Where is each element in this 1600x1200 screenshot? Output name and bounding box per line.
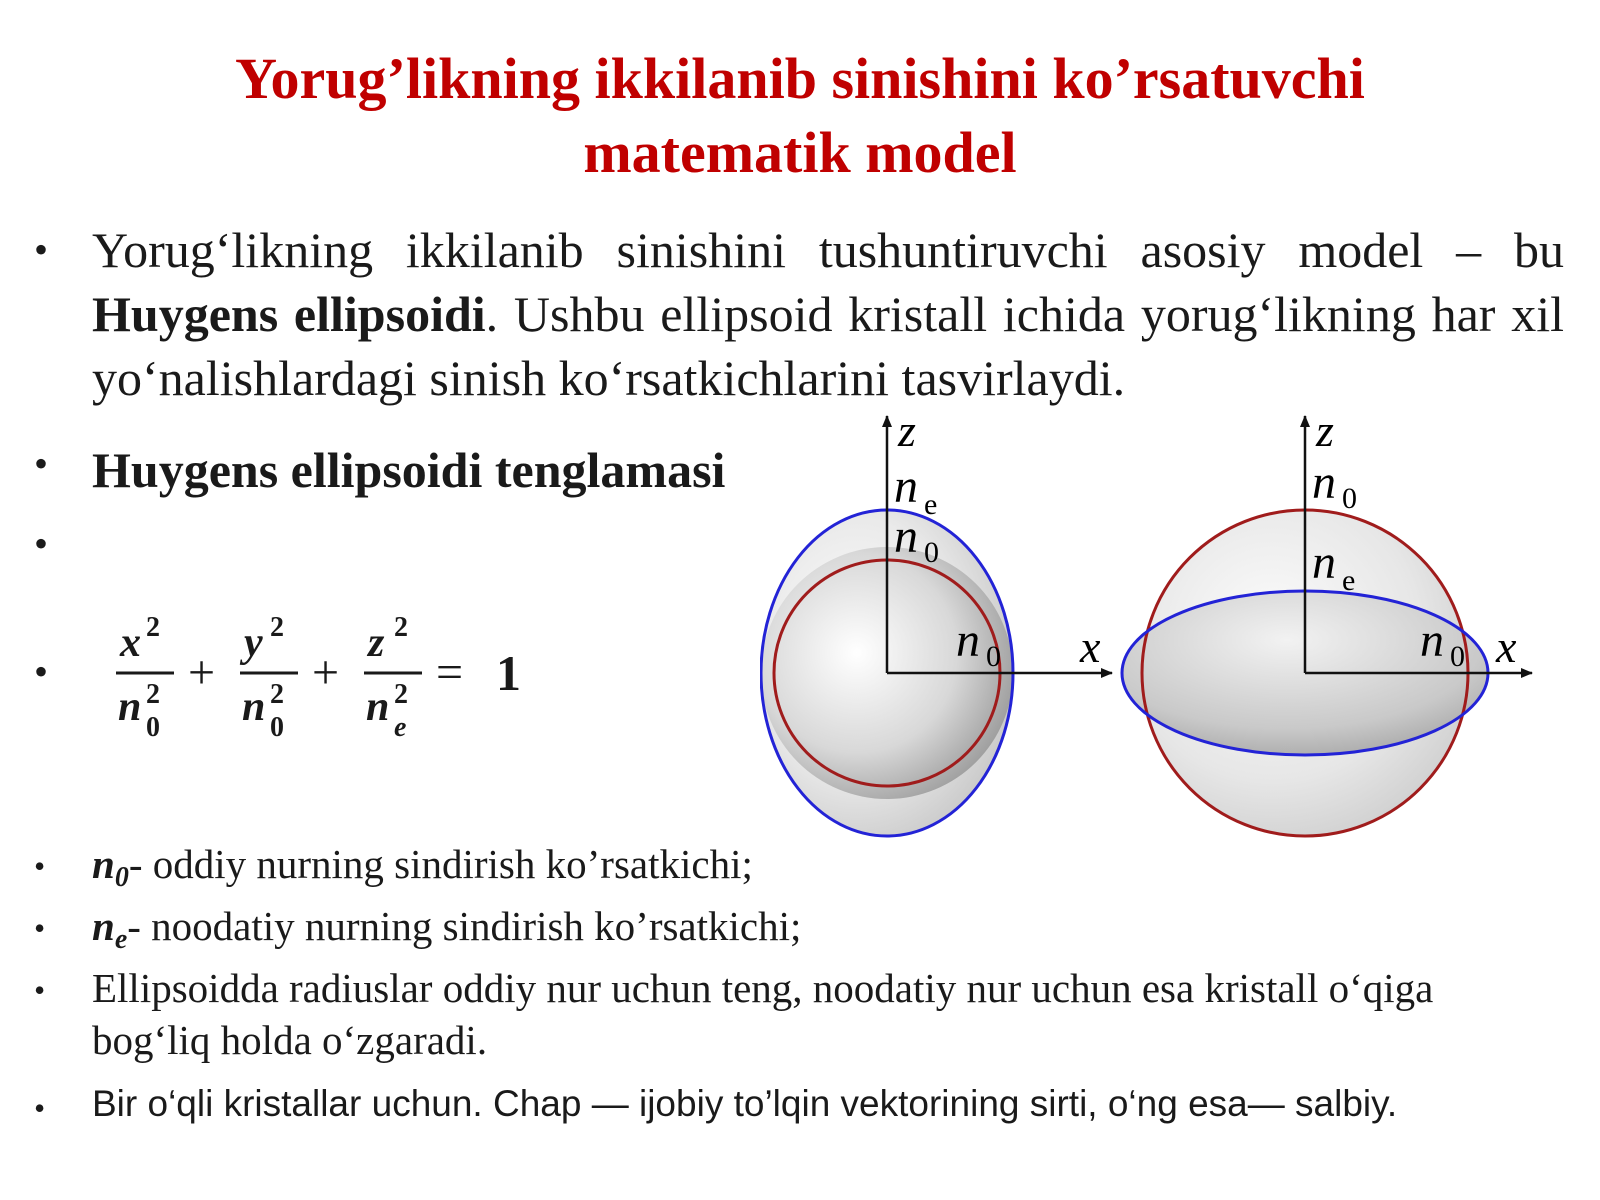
slide-title-line-1: Yorug’likning ikkilanib sinishini ko’rsatuvchi — [235, 46, 1365, 111]
n0-label-sub: 0 — [924, 536, 939, 569]
n0-label-n: n — [1312, 456, 1336, 509]
equation-rhs: 1 — [496, 645, 521, 701]
bullet-dot: • — [34, 649, 49, 694]
term3-num-power: 2 — [394, 612, 408, 643]
x-axis-label: x — [1496, 621, 1517, 672]
negative-crystal-surface — [1122, 410, 1532, 836]
bullet-dot: • — [34, 441, 49, 486]
plus-sign: + — [312, 646, 340, 699]
equation-heading: Huygens ellipsoidi tenglamasi — [92, 442, 726, 498]
bullet-dot: • — [34, 910, 46, 946]
ne-label-n: n — [1312, 536, 1336, 589]
term1-den-sub: 0 — [146, 712, 160, 743]
equals-sign: = — [436, 646, 464, 699]
positive-crystal-surface — [761, 410, 1112, 836]
symbol-n: n — [92, 903, 115, 949]
definition-n0 — [92, 838, 753, 893]
bullet-dot: • — [34, 972, 46, 1008]
definition-ne — [92, 900, 802, 955]
term1-denominator: n — [118, 684, 142, 730]
term3-den-power: 2 — [394, 679, 408, 710]
term3-numerator: z — [368, 620, 385, 666]
intro-paragraph — [92, 218, 1564, 410]
ne-label-sub: e — [924, 488, 938, 521]
slide-title — [0, 42, 1600, 190]
intro-bold-term: Huygens ellipsoidi — [92, 286, 486, 342]
huygens-equation — [100, 600, 560, 750]
ne-label-sub: e — [1342, 564, 1356, 597]
n0-label-n: n — [894, 510, 918, 563]
bullet-dot: • — [34, 848, 46, 884]
slide-title-line-2: matematik model — [583, 120, 1017, 185]
ne-label-n: n — [894, 460, 918, 513]
n0-x-label-sub: 0 — [1450, 640, 1465, 673]
x-axis-label: x — [1080, 621, 1101, 672]
term2-numerator: y — [244, 620, 263, 666]
n0-label-sub: 0 — [1342, 482, 1357, 515]
term2-den-power: 2 — [270, 679, 284, 710]
term3-den-sub: e — [394, 712, 407, 743]
intro-text-end: . Ushbu ellipsoid kristall ichida yorug‘likning har xil yo‘nalishlardagi sinish ko‘rsatkichlarini tasvirlaydi. — [92, 286, 1564, 406]
symbol-sub: 0 — [114, 862, 129, 893]
term1-numerator: x — [120, 620, 141, 666]
n0-x-label-n: n — [1420, 614, 1444, 667]
symbol-sub: e — [114, 924, 128, 955]
bullet-dot: • — [34, 1090, 46, 1126]
ellipsoid-note-line-2: bog‘liq holda o‘zgaradi. — [92, 1017, 488, 1063]
crystal-note: Bir o‘qli kristallar uchun. Chap — ijobiy to’lqin vektorining sirti, o‘ng esa— salbiy. — [92, 1083, 1398, 1124]
bullet-dot: • — [34, 227, 49, 272]
intro-text-start: Yorug‘likning ikkilanib sinishini tushuntiruvchi asosiy model – bu — [92, 222, 1564, 278]
symbol-n: n — [92, 841, 115, 887]
z-axis-label: z — [1316, 410, 1334, 456]
term1-den-power: 2 — [146, 679, 160, 710]
definition-text: - oddiy nurning sindirish ko’rsatkichi; — [128, 841, 753, 887]
term2-denominator: n — [242, 684, 266, 730]
n0-x-label-sub: 0 — [986, 640, 1001, 673]
plus-sign: + — [188, 646, 216, 699]
n0-x-label-n: n — [956, 614, 980, 667]
huygens-ellipsoid-diagram — [760, 410, 1560, 850]
term2-den-sub: 0 — [270, 712, 284, 743]
term2-num-power: 2 — [270, 612, 284, 643]
definition-text: - noodatiy nurning sindirish ko’rsatkichi; — [127, 903, 802, 949]
term3-denominator: n — [366, 684, 390, 730]
term1-num-power: 2 — [146, 612, 160, 643]
ellipsoid-note — [92, 962, 1433, 1066]
ellipsoid-note-line-1: Ellipsoidda radiuslar oddiy nur uchun teng, noodatiy nur uchun esa kristall o‘qiga — [92, 965, 1434, 1011]
bullet-dot: • — [34, 521, 49, 566]
z-axis-label: z — [898, 410, 916, 456]
